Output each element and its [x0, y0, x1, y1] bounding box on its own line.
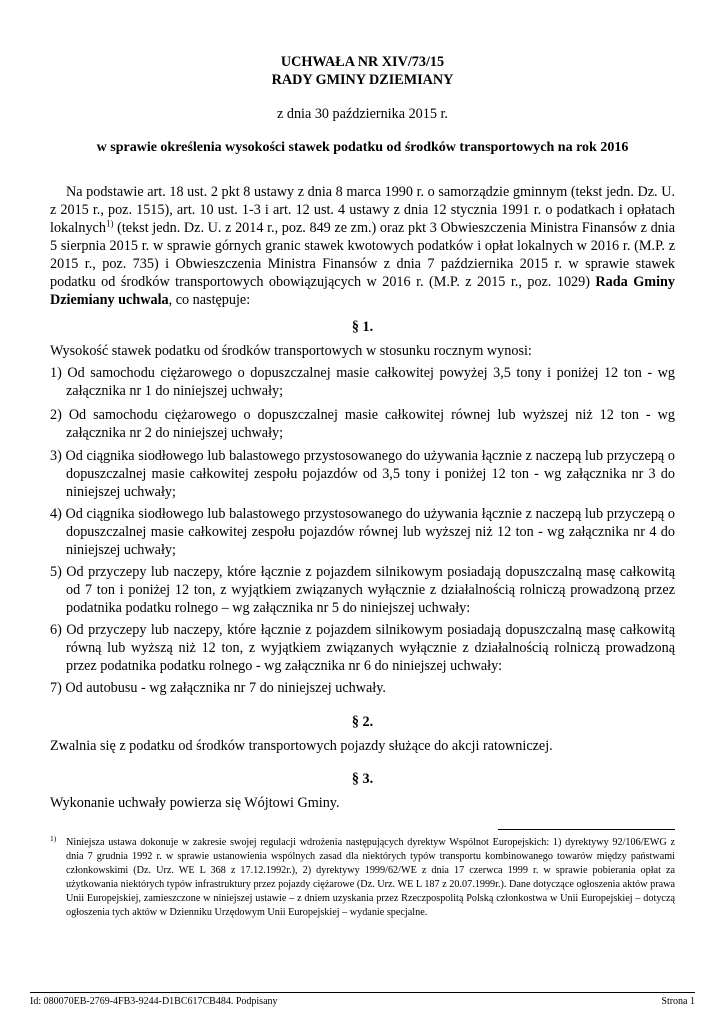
list-item: 2) Od samochodu ciężarowego o dopuszczalnej masie całkowitej równej lub wyższej niż 12 ton - wg załącznika nr 2 do niniejszej uchwały; [50, 407, 675, 441]
section-1-heading: § 1. [351, 319, 374, 335]
list-item: 4) Od ciągnika siodłowego lub balastowego przystosowanego do używania łącznie z naczepą lub przyczepą o dopuszczalnej masie całkowitej zespołu pojazdów równej lub wyższej niż 12 ton - wg załącznika nr 4 do niniejszej uchwały; [50, 506, 675, 558]
list-item: 5) Od przyczepy lub naczepy, które łącznie z pojazdem silnikowym posiadają dopuszczalną masę całkowitą od 7 ton i poniżej 12 ton, z wyjątkiem związanych wyłącznie z działalnością rolniczą prowadzoną przez podatnika podatku rolnego – wg załącznika nr 5 do niniejszej uchwały: [50, 564, 675, 616]
footnote-ref: 1) [105, 218, 114, 229]
resolution-subject: w sprawie określenia wysokości stawek podatku od środków transportowych na rok 2016 [96, 140, 629, 155]
list-item: 6) Od przyczepy lub naczepy, które łącznie z pojazdem silnikowym posiadają dopuszczalną masę całkowitą równą lub wyższą niż 12 ton, z wyjątkiem związanych wyłącznie z działalnością rolniczą prowadzoną przez podatnika podatku rolnego - wg załącznika nr 6 do niniejszej uchwały: [50, 622, 675, 674]
footnote-text: Niniejsza ustawa dokonuje w zakresie swojej regulacji wdrożenia następujących dyrektyw Wspólnot Europejskich: 1) dyrektywy 92/106/EWG z dnia 7 grudnia 1992 r. w sprawie ustanowienia wspólnych zasad dla niektórych typów transportu kombinowanego towarów między państwami członkowskimi (Dz. Urz. WE L 368 z 17.12.1992r.), 2) dyrektywy 1999/62/WE z dnia 17 czerwca 1999 r. w sprawie pobierania opłat za użytkowania niektórych typów infrastruktury przez pojazdy ciężarowe (Dz. Urz. WE L 187 z 20.07.1999r.). Dane dotyczące ogłoszenia aktów prawa Unii Europejskiej, zamieszczone w niniejszej ustawie – z dniem uzyskania przez Rzeczpospolitą Polską członkostwa w Unii Europejskiej – dotyczą ogłoszenia tych aktów w Dzienniku Urzędowym Unii Europejskiej – wydanie specjalne. [66, 837, 675, 918]
document-id: Id: 080070EB-2769-4FB3-9244-D1BC617CB484. Podpisany [30, 996, 278, 1007]
preamble-part3: , co następuje: [168, 292, 251, 308]
section-3-heading: § 3. [351, 771, 374, 787]
section-3-text: Wykonanie uchwały powierza się Wójtowi Gminy. [50, 795, 340, 811]
resolution-date: z dnia 30 października 2015 r. [277, 106, 448, 122]
council-name: RADY GMINY DZIEMIANY [271, 72, 454, 88]
resolution-title: UCHWAŁA NR XIV/73/15 [280, 54, 445, 70]
section-2-heading: § 2. [351, 714, 374, 730]
preamble-part1: Na podstawie art. 18 ust. 2 pkt 8 ustawy z dnia 8 marca 1990 r. o samorządzie gminnym (tekst jedn. Dz. U. z 2015 r., poz. 1515), art. 10 ust. 1-3 i art. 12 ust. 4 ustawy z dnia 12 stycznia 1991 r. o podatkach i opłatach lokalnych [50, 184, 675, 236]
section-2-text: Zwalnia się z podatku od środków transportowych pojazdy służące do akcji ratowniczej. [50, 738, 553, 754]
preamble-part2: (tekst jedn. Dz. U. z 2014 r., poz. 849 ze zm.) oraz pkt 3 Obwieszczenia Ministra Finansów z dnia 5 sierpnia 2015 r. w sprawie górnych granic stawek kwotowych podatków i opłat lokalnych w 2016 r. (M.P. z 2015 r., poz. 735) i Obwieszczenia Ministra Finansów z dnia 7 października 2015 r. w sprawie stawek podatku od środków transportowych obowiązujących w 2016 r. (M.P. z 2015 r., poz. 1029) [50, 220, 675, 290]
page-number: Strona 1 [661, 996, 695, 1007]
list-item: 7) Od autobusu - wg załącznika nr 7 do niniejszej uchwały. [50, 680, 386, 696]
list-item: 1) Od samochodu ciężarowego o dopuszczalnej masie całkowitej powyżej 3,5 tony i poniżej 12 ton - wg załącznika nr 1 do niniejszej uchwały; [50, 365, 675, 399]
footnote: 1) Niniejsza ustawa dokonuje w zakresie swojej regulacji wdrożenia następujących dyrektyw Wspólnot Europejskich: 1) dyrektywy 92/106/EWG z dnia 7 grudnia 1992 r. w sprawie ustanowienia wspólnych zasad dla niektórych typów transportu kombinowanego towarów między państwami członkowskimi (Dz. Urz. WE L 368 z 17.12.1992r.), 2) dyrektywy 1999/62/WE z dnia 17 czerwca 1999 r. w sprawie pobierania opłat za użytkowania niektórych typów infrastruktury przez pojazdy ciężarowe (Dz. Urz. WE L 187 z 20.07.1999r.). Dane dotyczące ogłoszenia aktów prawa Unii Europejskiej, zamieszczone w niniejszej ustawie – z dniem uzyskania przez Rzeczpospolitą Polską członkostwa w Unii Europejskiej – dotyczą ogłoszenia tych aktów w Dzienniku Urzędowym Unii Europejskiej – wydanie specjalne. [50, 833, 675, 918]
footnote-divider [498, 829, 675, 830]
list-item: 3) Od ciągnika siodłowego lub balastowego przystosowanego do używania łącznie z naczepą lub przyczepą o dopuszczalnej masie całkowitej zespołu pojazdów od 3,5 tony i poniżej 12 ton - wg załącznika nr 3 do niniejszej uchwały; [50, 448, 675, 500]
section-1-intro: Wysokość stawek podatku od środków transportowych w stosunku rocznym wynosi: [50, 343, 532, 359]
footer-divider [30, 992, 695, 993]
preamble [50, 183, 675, 309]
preamble-bold: Rada Gminy Dziemiany uchwala [50, 274, 675, 308]
